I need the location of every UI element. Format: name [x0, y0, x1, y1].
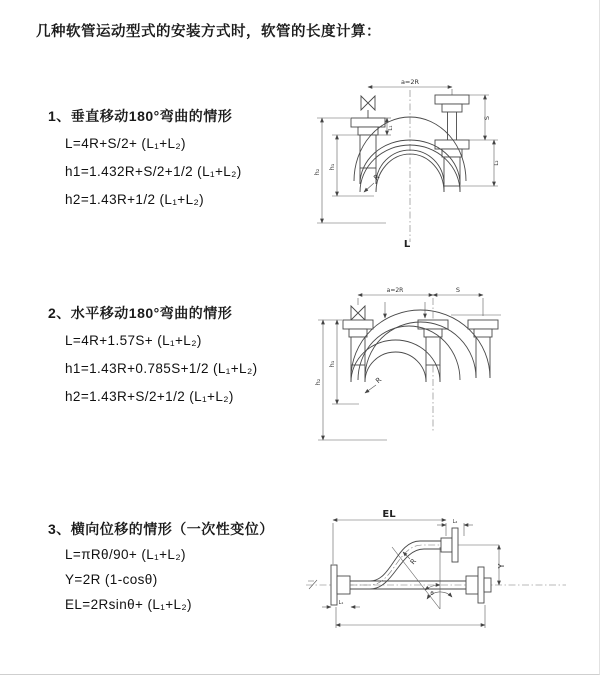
dim-label-y: Y	[497, 563, 506, 569]
dim-label-a2r: a=2R	[386, 287, 404, 294]
section-vertical-movement	[48, 106, 242, 207]
dim-label-s: S	[483, 115, 491, 121]
dim-label-l2: L₂	[494, 160, 500, 166]
diagram-horizontal-180-bend	[301, 282, 563, 462]
dim-label-l-total: L	[403, 239, 411, 250]
dim-label-r: R	[374, 375, 384, 386]
formula-h1: h1=1.432R+S/2+1/2 (L₁+L₂)	[65, 164, 242, 179]
section-1-heading: 1、垂直移动180°弯曲的情形	[48, 108, 233, 124]
section-horizontal-movement	[48, 303, 258, 404]
section-lateral-displacement	[48, 519, 274, 612]
formula-l: L=4R+1.57S+ (L₁+L₂)	[65, 333, 202, 348]
valve-icon	[361, 96, 375, 118]
dim-label-h2: h₂	[314, 378, 322, 386]
dim-label-s: S	[455, 286, 461, 294]
formula-l: L=πRθ/90+ (L₁+L₂)	[65, 547, 186, 562]
dimension-lines	[317, 87, 498, 223]
dim-label-h1: h₁	[328, 163, 336, 171]
flange-right-upper	[435, 95, 469, 140]
dimension-lines	[318, 295, 501, 440]
dim-label-theta: θ	[430, 591, 434, 597]
dim-label-l1: L₁	[338, 600, 344, 606]
dim-label-l1: L₁	[388, 125, 394, 131]
dim-label-h2: h₂	[313, 168, 321, 176]
dim-label-r: R	[372, 172, 382, 183]
axis-break-tick	[308, 580, 317, 589]
formula-h1: h1=1.43R+0.785S+1/2 (L₁+L₂)	[65, 361, 258, 376]
hose-s-curve	[350, 541, 441, 589]
flange-left	[331, 565, 350, 605]
formula-y: Y=2R (1-cosθ)	[65, 572, 158, 587]
formula-h2: h2=1.43R+1/2 (L₁+L₂)	[65, 192, 205, 207]
formula-l: L=4R+S/2+ (L₁+L₂)	[65, 136, 186, 151]
flange-right-moved	[468, 320, 498, 378]
section-3-heading: 3、横向位移的情形（一次性变位）	[48, 521, 274, 537]
flange-displaced	[441, 528, 458, 562]
page-title: 几种软管运动型式的安装方式时，软管的长度计算：	[36, 24, 381, 40]
diagram-lateral-displacement	[294, 503, 574, 645]
diagram-vertical-180-bend	[298, 66, 556, 262]
dim-label-a2r: a=2R	[400, 78, 420, 86]
formula-h2: h2=1.43R+S/2+1/2 (L₁+L₂)	[65, 389, 234, 404]
formula-el: EL=2Rsinθ+ (L₁+L₂)	[65, 597, 192, 612]
section-2-heading: 2、水平移动180°弯曲的情形	[48, 305, 233, 321]
dim-label-h1: h₁	[328, 360, 336, 368]
dim-label-el: EL	[382, 509, 396, 520]
angle-construction	[392, 547, 452, 609]
dimension-lines	[322, 520, 499, 628]
dim-label-l2: L₂	[452, 519, 458, 525]
dim-label-r: R	[408, 557, 419, 567]
valve-icon	[351, 306, 365, 320]
